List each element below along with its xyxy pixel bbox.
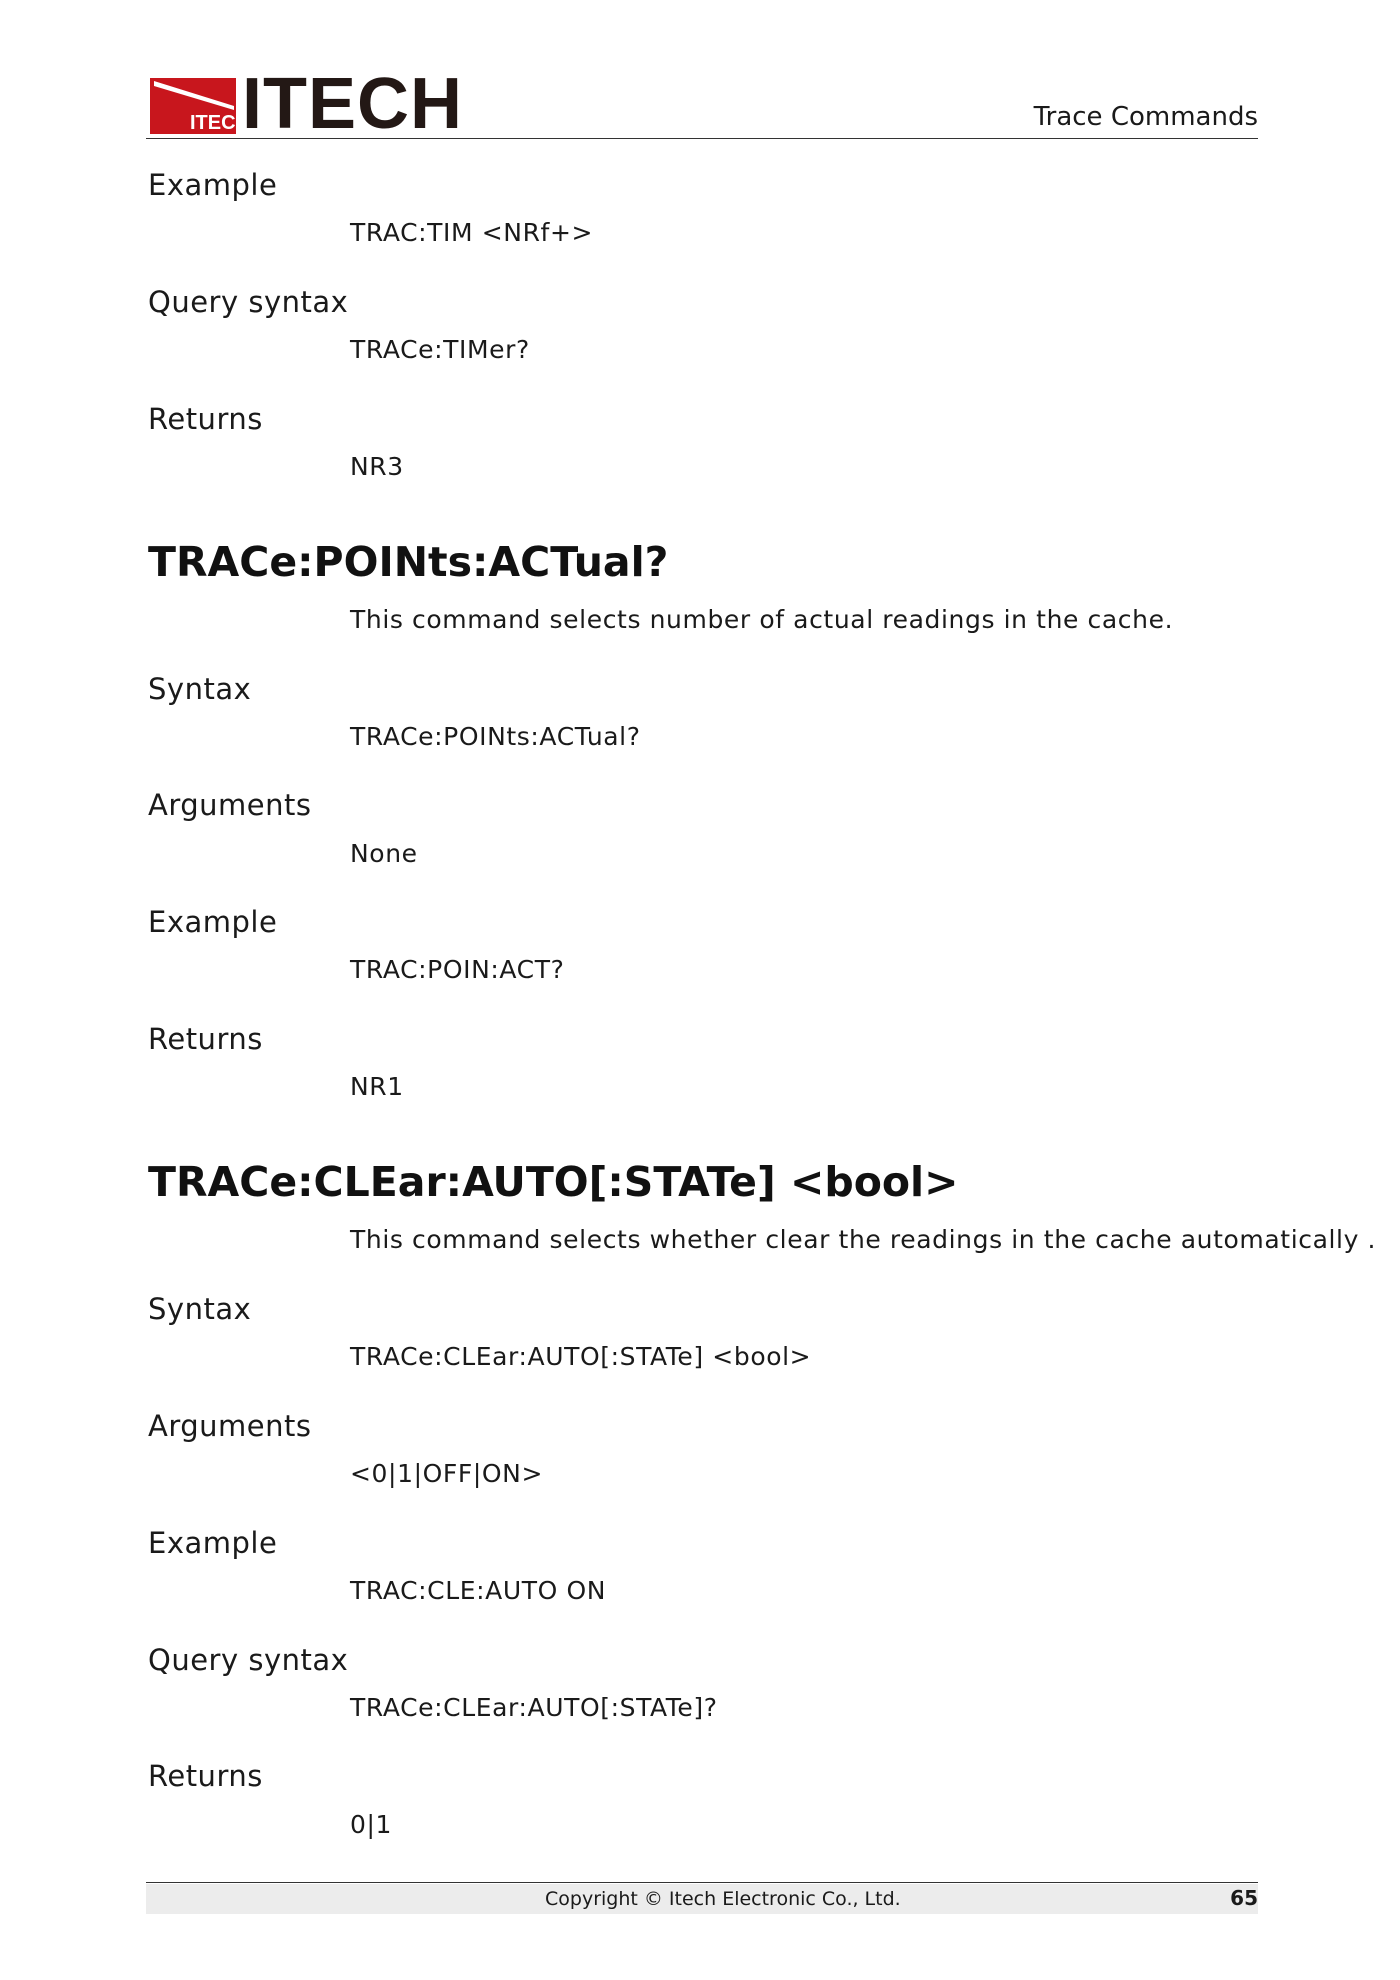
query-syntax-value: TRACe:TIMer? [350,335,530,364]
footer-divider [146,1882,1258,1883]
section-title: Trace Commands [1033,102,1258,132]
returns-label: Returns [148,1022,263,1056]
command-heading-clear-auto: TRACe:CLEar:AUTO[:STATe] <bool> [148,1158,959,1206]
header-divider [146,138,1258,139]
returns-value: 0|1 [350,1810,393,1839]
returns-value: NR1 [350,1072,404,1101]
arguments-label: Arguments [148,1409,312,1443]
arguments-label: Arguments [148,788,312,822]
returns-label: Returns [148,1759,263,1793]
logo-wordmark: ITECH [242,64,463,144]
returns-value: NR3 [350,452,404,481]
returns-label: Returns [148,402,263,436]
query-syntax-label: Query syntax [148,1643,349,1677]
command-description: This command selects number of actual readings in the cache. [350,605,1174,634]
example-label: Example [148,168,278,202]
syntax-value: TRACe:POINts:ACTual? [350,722,641,751]
example-label: Example [148,1526,278,1560]
query-syntax-label: Query syntax [148,285,349,319]
page-number: 65 [1230,1886,1258,1910]
example-value: TRAC:CLE:AUTO ON [350,1576,607,1605]
logo-mark-text: ITECH [190,112,250,134]
footer-copyright: Copyright © Itech Electronic Co., Ltd. [545,1888,901,1910]
syntax-label: Syntax [148,1292,252,1326]
syntax-value: TRACe:CLEar:AUTO[:STATe] <bool> [350,1342,812,1371]
syntax-label: Syntax [148,672,252,706]
command-heading-points-actual: TRACe:POINts:ACTual? [148,538,669,586]
example-value: TRAC:POIN:ACT? [350,955,565,984]
itech-logo-mark-icon [150,78,250,134]
arguments-value: None [350,839,418,868]
command-description: This command selects whether clear the readings in the cache automatically . [350,1225,1377,1254]
example-value: TRAC:TIM <NRf+> [350,218,594,247]
example-label: Example [148,905,278,939]
query-syntax-value: TRACe:CLEar:AUTO[:STATe]? [350,1693,718,1722]
arguments-value: <0|1|OFF|ON> [350,1459,543,1488]
itech-logo [150,64,463,144]
